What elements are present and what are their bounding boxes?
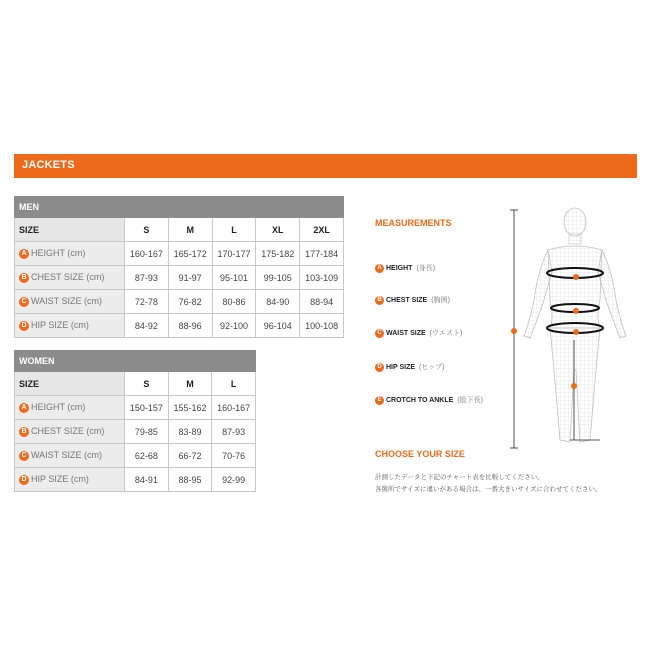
table-cell: 79-85: [125, 420, 169, 444]
table-cell: 160-167: [212, 396, 256, 420]
table-cell: 92-99: [212, 468, 256, 492]
table-cell: 84-91: [125, 468, 169, 492]
badge-c: C: [375, 329, 384, 338]
row-label: [15, 266, 125, 290]
badge-e: E: [375, 396, 384, 405]
table-cell: 84-90: [256, 290, 300, 314]
table-cell: 100-108: [300, 314, 344, 338]
row-label: [15, 420, 125, 444]
measurement-item-height: [375, 263, 435, 273]
badge-d: D: [19, 475, 29, 485]
badge-b: B: [375, 296, 384, 305]
table-cell: 92-100: [212, 314, 256, 338]
table-row: [15, 420, 256, 444]
table-cell: 62-68: [125, 444, 169, 468]
measurement-item-crotch: [375, 395, 483, 405]
banner-title: JACKETS: [22, 159, 75, 171]
row-label-text: HEIGHT (cm): [31, 248, 86, 259]
table-cell: 88-95: [168, 468, 212, 492]
table-row: [15, 314, 344, 338]
row-label: [15, 290, 125, 314]
table-cell: 83-89: [168, 420, 212, 444]
size-header: SIZE: [15, 218, 125, 242]
table-cell: 155-162: [168, 396, 212, 420]
women-size-table: [14, 350, 256, 492]
table-cell: 88-96: [168, 314, 212, 338]
body-figure-illustration: [500, 200, 650, 460]
measurement-jp: (身長): [416, 265, 436, 272]
table-cell: 103-109: [300, 266, 344, 290]
men-size-table: [14, 196, 344, 338]
size-col-header: M: [168, 218, 212, 242]
size-col-header: L: [212, 372, 256, 396]
table-cell: 150-157: [125, 396, 169, 420]
table-cell: 99-105: [256, 266, 300, 290]
table-cell: 175-182: [256, 242, 300, 266]
badge-b: B: [19, 427, 29, 437]
measurement-jp: (ウエスト): [429, 330, 463, 337]
badge-a: A: [19, 403, 29, 413]
size-header: SIZE: [15, 372, 125, 396]
measurement-item-waist: [375, 328, 462, 338]
row-label: [15, 314, 125, 338]
row-label: [15, 444, 125, 468]
badge-a: A: [375, 264, 384, 273]
section-banner: [14, 154, 637, 178]
measurement-jp: (股下長): [457, 397, 483, 404]
measurement-jp: (ヒップ): [419, 364, 445, 371]
badge-c: C: [19, 451, 29, 461]
row-label: [15, 396, 125, 420]
row-label-text: WAIST SIZE (cm): [31, 296, 102, 307]
size-col-header: 2XL: [300, 218, 344, 242]
table-cell: 84-92: [125, 314, 169, 338]
measurement-label: HEIGHT: [386, 265, 413, 272]
table-cell: 87-93: [125, 266, 169, 290]
measurements-title: MEASUREMENTS: [375, 218, 452, 228]
badge-b: B: [19, 273, 29, 283]
badge-c: C: [19, 297, 29, 307]
table-row: [15, 468, 256, 492]
badge-d: D: [19, 321, 29, 331]
badge-d: D: [375, 363, 384, 372]
row-label: [15, 468, 125, 492]
table-cell: 165-172: [168, 242, 212, 266]
table-cell: 170-177: [212, 242, 256, 266]
row-label-text: HIP SIZE (cm): [31, 320, 89, 331]
row-label-text: HIP SIZE (cm): [31, 474, 89, 485]
row-label: [15, 242, 125, 266]
table-cell: 72-78: [125, 290, 169, 314]
measurement-item-chest: [375, 295, 450, 305]
table-cell: 76-82: [168, 290, 212, 314]
measurement-jp: (胸囲): [431, 297, 450, 304]
row-label-text: CHEST SIZE (cm): [31, 426, 105, 437]
table-cell: 91-97: [168, 266, 212, 290]
table-row: [15, 242, 344, 266]
size-col-header: S: [125, 372, 169, 396]
table-row: [15, 290, 344, 314]
row-label-text: WAIST SIZE (cm): [31, 450, 102, 461]
measurement-label: WAIST SIZE: [386, 330, 426, 337]
size-col-header: S: [125, 218, 169, 242]
table-cell: 88-94: [300, 290, 344, 314]
row-label-text: HEIGHT (cm): [31, 402, 86, 413]
measurement-label: CROTCH TO ANKLE: [386, 397, 454, 404]
size-col-header: M: [168, 372, 212, 396]
measurement-item-hip: [375, 362, 445, 372]
measurement-label: CHEST SIZE: [386, 297, 428, 304]
table-cell: 87-93: [212, 420, 256, 444]
size-col-header: L: [212, 218, 256, 242]
table-cell: 177-184: [300, 242, 344, 266]
table-row: [15, 266, 344, 290]
table-cell: 96-104: [256, 314, 300, 338]
women-section-label: WOMEN: [15, 351, 256, 372]
table-cell: 95-101: [212, 266, 256, 290]
badge-a: A: [19, 249, 29, 259]
row-label-text: CHEST SIZE (cm): [31, 272, 105, 283]
table-cell: 80-86: [212, 290, 256, 314]
table-cell: 66-72: [168, 444, 212, 468]
choose-size-title: CHOOSE YOUR SIZE: [375, 449, 465, 459]
table-row: [15, 444, 256, 468]
men-section-label: MEN: [15, 197, 344, 218]
measurement-label: HIP SIZE: [386, 364, 416, 371]
table-cell: 160-167: [125, 242, 169, 266]
size-col-header: XL: [256, 218, 300, 242]
instruction-line: 計測したデータと下記のチャート表を比較してください。: [375, 474, 544, 481]
table-row: [15, 396, 256, 420]
instruction-line: 各箇所でサイズに違いがある場合は、一番大きいサイズに合わせてください。: [375, 486, 602, 493]
table-cell: 70-76: [212, 444, 256, 468]
